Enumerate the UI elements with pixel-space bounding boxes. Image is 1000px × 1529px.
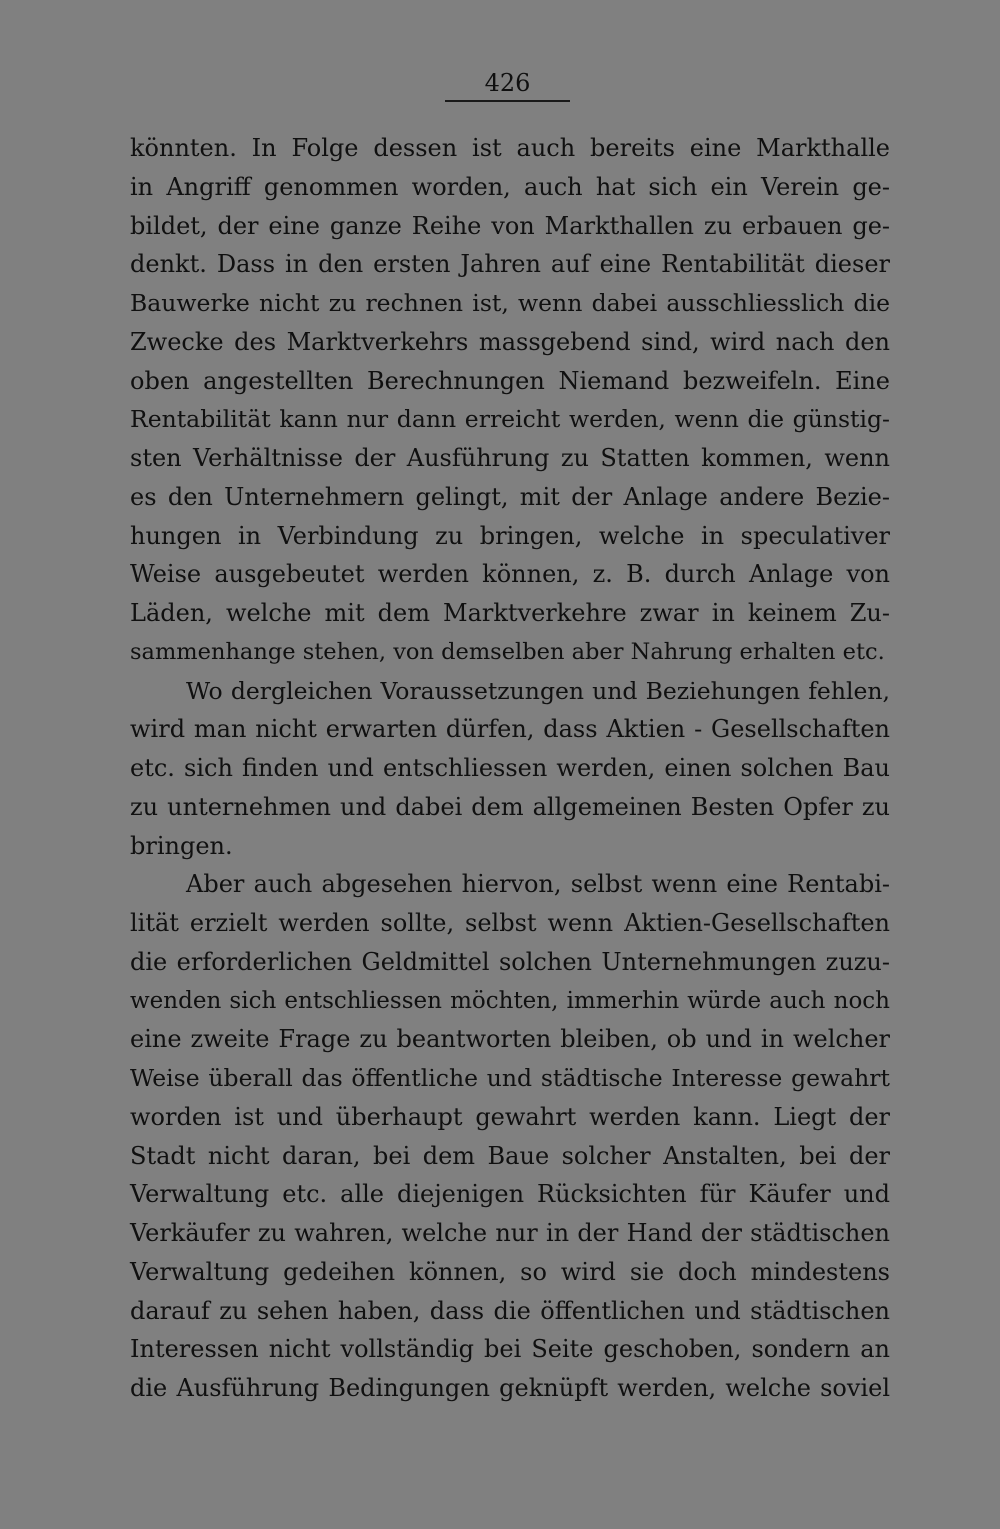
- text-line: es den Unternehmern gelingt, mit der Anlage andere Bezie-: [130, 482, 890, 511]
- text-line: worden ist und überhaupt gewahrt werden kann. Liegt der: [130, 1102, 890, 1131]
- text-line: oben angestellten Berechnungen Niemand bezweifeln. Eine: [130, 366, 890, 395]
- text-line: bildet, der eine ganze Reihe von Markthallen zu erbauen ge-: [130, 211, 890, 240]
- text-line: Verwaltung gedeihen können, so wird sie doch mindestens: [130, 1257, 890, 1286]
- text-line: darauf zu sehen haben, dass die öffentlichen und städtischen: [130, 1296, 890, 1325]
- text-line: könnten. In Folge dessen ist auch bereits eine Markthalle: [130, 134, 890, 162]
- text-line: hungen in Verbindung zu bringen, welche in speculativer: [130, 521, 890, 550]
- text-line: Stadt nicht daran, bei dem Baue solcher Anstalten, bei der: [130, 1141, 890, 1170]
- text-line: die erforderlichen Geldmittel solchen Unternehmungen zuzu-: [130, 947, 890, 976]
- text-line: zu unternehmen und dabei dem allgemeinen Besten Opfer zu: [130, 792, 890, 821]
- body-text: [130, 129, 890, 1408]
- text-line: Weise überall das öffentliche und städtische Interesse gewahrt: [130, 1064, 890, 1092]
- text-line: Rentabilität kann nur dann erreicht werden, wenn die günstig-: [130, 405, 890, 434]
- text-line: eine zweite Frage zu beantworten bleiben, ob und in welcher: [130, 1025, 890, 1054]
- text-line: Verwaltung etc. alle diejenigen Rücksichten für Käufer und: [130, 1180, 890, 1209]
- text-line: in Angriff genommen worden, auch hat sich ein Verein ge-: [130, 172, 890, 201]
- text-line: Bauwerke nicht zu rechnen ist, wenn dabei ausschliesslich die: [130, 289, 890, 317]
- text-line: Läden, welche mit dem Marktverkehre zwar in keinem Zu-: [130, 599, 890, 627]
- text-line: bringen.: [130, 831, 233, 860]
- text-line: etc. sich finden und entschliessen werden, einen solchen Bau: [130, 754, 890, 782]
- text-line: sammenhange stehen, von demselben aber Nahrung erhalten etc.: [130, 638, 885, 665]
- page-number-rule: [445, 100, 570, 102]
- text-line: Zwecke des Marktverkehrs massgebend sind, wird nach den: [130, 327, 890, 356]
- text-line: Weise ausgebeutet werden können, z. B. durch Anlage von: [130, 560, 890, 589]
- text-line: Wo dergleichen Voraussetzungen und Beziehungen fehlen,: [186, 676, 890, 705]
- text-line: lität erzielt werden sollte, selbst wenn Aktien-Gesellschaften: [130, 909, 890, 937]
- text-line: wenden sich entschliessen möchten, immerhin würde auch noch: [130, 987, 890, 1014]
- page-number: 426: [484, 69, 531, 97]
- text-line: Verkäufer zu wahren, welche nur in der Hand der städtischen: [130, 1219, 890, 1247]
- text-line: wird man nicht erwarten dürfen, dass Aktien - Gesellschaften: [130, 715, 890, 744]
- text-line: Aber auch abgesehen hiervon, selbst wenn eine Rentabi-: [186, 870, 890, 899]
- text-line: die Ausführung Bedingungen geknüpft werden, welche soviel: [130, 1374, 890, 1402]
- text-line: sten Verhältnisse der Ausführung zu Statten kommen, wenn: [130, 444, 890, 472]
- text-line: denkt. Dass in den ersten Jahren auf eine Rentabilität dieser: [130, 250, 890, 279]
- text-line: Interessen nicht vollständig bei Seite geschoben, sondern an: [130, 1335, 890, 1364]
